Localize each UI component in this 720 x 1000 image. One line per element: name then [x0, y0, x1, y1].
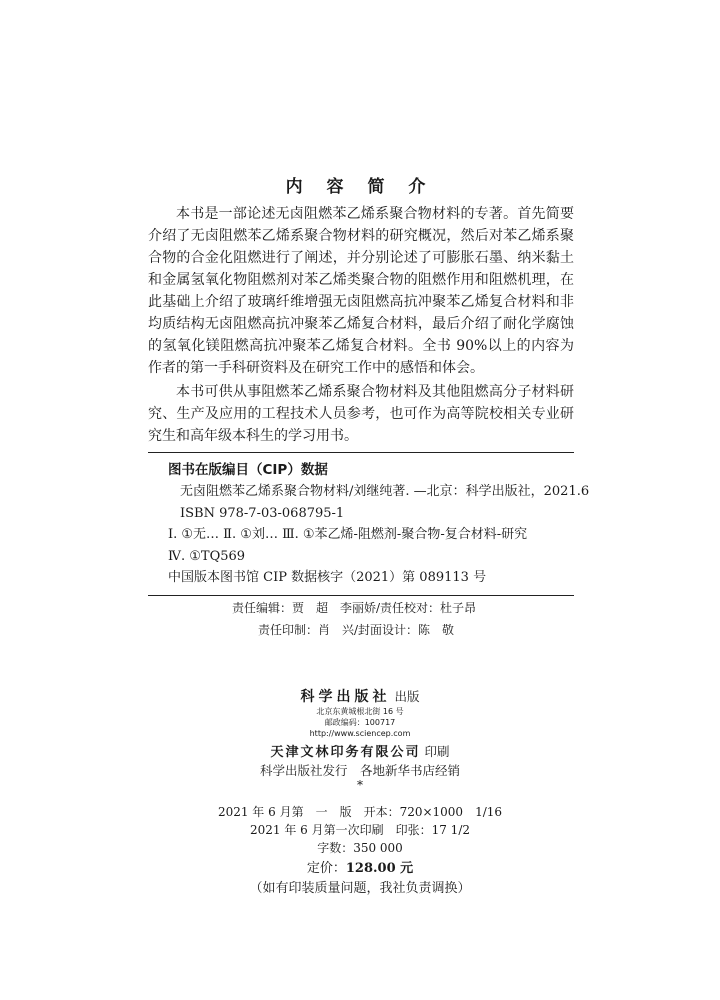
edition-line: 2021 年 6 月第 一 版 开本：720×1000 1/16 — [217, 805, 503, 819]
summary-paragraph: 本书可供从事阻燃苯乙烯系聚合物材料及其他阻燃高分子材料研究、生产及应用的工程技术人员参考，也可作为高等院校相关专业研究生和高年级本科生的学习用书。 — [148, 384, 574, 444]
summary-section — [148, 203, 574, 447]
printer-line — [0, 742, 720, 762]
quality-notice: （如有印装质量问题，我社负责调换） — [249, 881, 471, 896]
publisher-suffix: 出版 — [394, 689, 420, 704]
publisher-website: http://www.sciencep.com — [309, 729, 411, 738]
staff-credits — [0, 597, 720, 641]
publisher-name: 科学出版社 — [300, 689, 391, 705]
publisher-line — [0, 688, 720, 706]
separator-star: * — [357, 778, 363, 792]
publication-info — [0, 688, 720, 899]
price-value: 128.00 元 — [345, 861, 414, 876]
cip-line-record-number: 中国版本图书馆 CIP 数据核字（2021）第 089113 号 — [168, 570, 487, 585]
price-label: 定价： — [306, 861, 346, 876]
cip-line-isbn: ISBN 978-7-03-068795-1 — [180, 505, 345, 521]
cip-title: 图书在版编目（CIP）数据 — [168, 462, 328, 478]
publisher-postcode: 邮政编码：100717 — [324, 718, 396, 727]
production-credit: 责任印制：肖 兴/封面设计：陈 敬 — [258, 623, 455, 637]
summary-title: 内 容 简 介 — [285, 177, 435, 197]
cip-data-box — [148, 452, 590, 596]
word-count-line: 字数：350 000 — [317, 841, 403, 855]
summary-paragraph: 本书是一部论述无卤阻燃苯乙烯系聚合物材料的专著。首先简要介绍了无卤阻燃苯乙烯系聚合物材料的研究概况，然后对苯乙烯系聚合物的合金化阻燃进行了阐述，并分别论述了可膨胀石墨、纳米黏土和金属氢氧化物阻燃剂对苯乙烯类聚合物的阻燃作用和阻燃机理，在此基础上介绍了玻璃纤维增强无卤阻燃高抗冲聚苯乙烯复合材料和非均质结构无卤阻燃高抗冲聚苯乙烯复合材料，最后介绍了耐化学腐蚀的氢氧化镁阻燃高抗冲聚苯乙烯复合材料。全书 90%以上的内容为作者的第一手科研资料及在研究工作中的感悟和体会。 — [148, 206, 574, 376]
cip-line-classification: Ⅰ. ①无… Ⅱ. ①刘… Ⅲ. ①苯乙烯-阻燃剂-聚合物-复合材料-研究 — [168, 527, 528, 542]
printing-line: 2021 年 6 月第一次印刷 印张：17 1/2 — [249, 823, 470, 837]
cip-line-title-author: 无卤阻燃苯乙烯系聚合物材料/刘继纯著. —北京：科学出版社，2021.6 — [180, 484, 590, 499]
publisher-address: 北京东黄城根北街 16 号 — [316, 707, 404, 716]
cip-line-class-code: Ⅳ. ①TQ569 — [168, 548, 246, 564]
distribution-line: 科学出版社发行 各地新华书店经销 — [259, 763, 460, 778]
editor-credit: 责任编辑：贾 超 李丽娇/责任校对：杜子昂 — [232, 601, 477, 615]
printer-suffix: 印刷 — [424, 744, 450, 759]
price-line — [0, 859, 720, 879]
printer-name: 天津文林印务有限公司 — [270, 745, 421, 760]
